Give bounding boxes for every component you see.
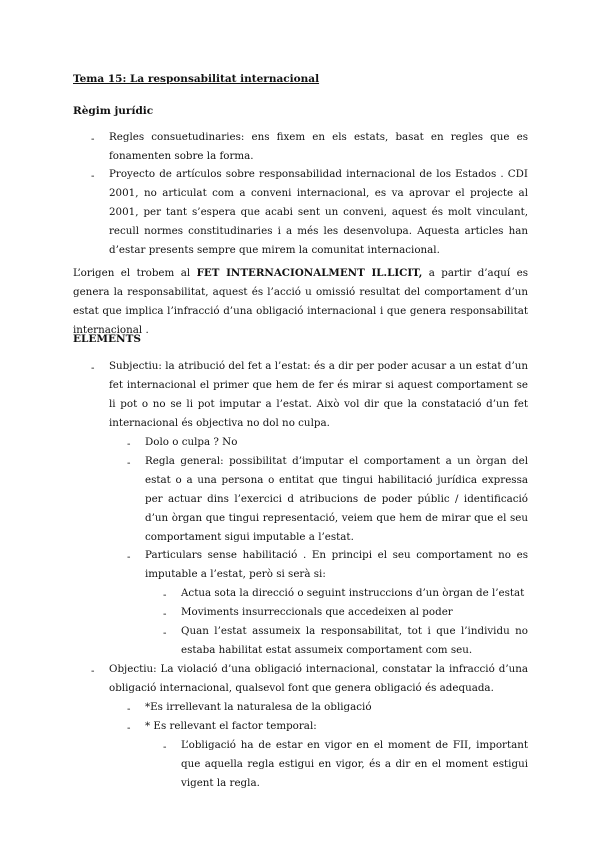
particulars-item: Particulars sense habilitació . En principi el seu comportament no es imputable a l’estat, però si serà si: [145, 549, 528, 580]
page-title: Tema 15: La responsabilitat internacional [73, 73, 320, 85]
bullet-dash: - [163, 589, 167, 601]
irrellevant-item: *Es irrellevant la naturalesa de la obligació [145, 701, 372, 713]
rellevant-item: * Es rellevant el factor temporal: [145, 720, 317, 732]
bullet-dash: - [163, 608, 167, 620]
objectiu-item: Objectiu: La violació d’una obligació internacional, constatar la infracció d’una obligació internacional, qualsevol font que genera obligació és adequada. [109, 663, 528, 694]
bullet-dash: - [127, 703, 131, 715]
bullet-dash: - [163, 627, 167, 639]
origen-bold-term: FET INTERNACIONALMENT IL.LICIT, [196, 267, 423, 279]
particulars-subitem-2: Moviments insurreccionals que accedeixen al poder [181, 606, 453, 618]
regla-general-item: Regla general: possibilitat d’imputar el comportament a un òrgan del estat o a una persona o entitat que tingui habilitació jurídica expressa per actuar dins l’exercici d atribucions de poder públic / identificació d’un òrgan que tingui representació, veiem que hem de mirar que el seu comportament sigui imputable a l’estat. [145, 455, 528, 543]
regim-item-1: Regles consuetudinaries: ens fixem en els estats, basat en regles que es fonamenten sobre la forma. [109, 131, 528, 162]
dolo-item: Dolo o culpa ? No [145, 436, 238, 448]
section-heading-regim: Règim jurídic [73, 105, 154, 117]
origen-text-start: L’origen el trobem al [73, 267, 197, 279]
particulars-subitem-1: Actua sota la direcció o seguint instruccions d’un òrgan de l’estat [181, 587, 525, 599]
bullet-dash: - [91, 170, 95, 182]
bullet-dash: - [91, 362, 95, 374]
regim-item-2: Proyecto de artículos sobre responsabilidad internacional de los Estados . CDI 2001, no articulat com a conveni internacional, es va aprovar el projecte al 2001, per tant s’espera que acabi sent un conveni, aquest és molt vinculant, recull normes constitudinaries i a més les desenvolupa. Aquesta articles han d’estar presents sempre que mirem la comunitat internacional. [109, 168, 528, 256]
origen-text-end: a partir d’aquí es genera la responsabilitat, aquest és l’acció u omissió resultat del comportament d’un estat que implica l’infracció d’una obligació internacional i que genera responsabilitat internacional . [73, 267, 529, 336]
bullet-dash: - [163, 741, 167, 753]
bullet-dash: - [127, 457, 131, 469]
bullet-dash: - [127, 551, 131, 563]
origen-paragraph [73, 264, 528, 340]
particulars-subitem-3: Quan l’estat assumeix la responsabilitat, tot i que l’individu no estaba habilitat estat assumeix comportament com seu. [181, 625, 528, 656]
bullet-dash: - [91, 133, 95, 145]
obligacio-subitem: L’obligació ha de estar en vigor en el moment de FII, important que aquella regla estigui en vigor, és a dir en el moment estigui vigent la regla. [181, 739, 528, 789]
bullet-dash: - [127, 722, 131, 734]
bullet-dash: - [91, 665, 95, 677]
subjectiu-item: Subjectiu: la atribució del fet a l’estat: és a dir per poder acusar a un estat d’un fet internacional el primer que hem de fer és mirar si aquest comportament se li pot o no se li pot imputar a l’estat. Això vol dir que la constatació d’un fet internacional és objectiva no dol no culpa. [109, 360, 528, 429]
bullet-dash: - [127, 438, 131, 450]
section-heading-elements: ELEMENTS [73, 333, 142, 345]
